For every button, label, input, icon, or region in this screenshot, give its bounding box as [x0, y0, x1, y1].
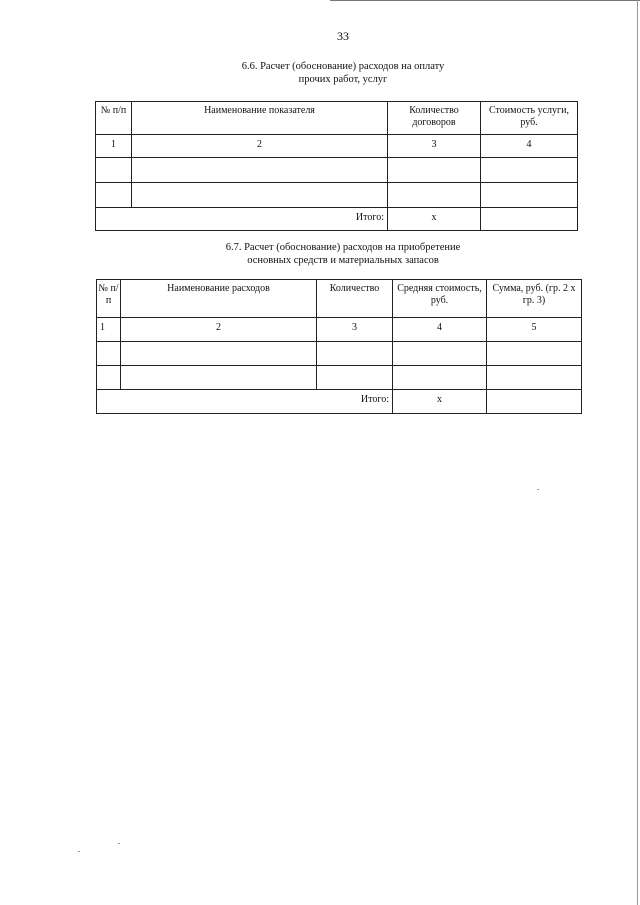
- scan-speck: [118, 843, 120, 844]
- table-6-6: [95, 101, 578, 231]
- scan-speck: [537, 489, 539, 490]
- table-row: [97, 342, 582, 366]
- empty-cell: [97, 366, 121, 390]
- col-header-average-cost: Средняя стоимость, руб.: [393, 280, 487, 318]
- table-6-6-column-number-row: [96, 135, 578, 158]
- section-6-7-title: [0, 241, 640, 267]
- empty-cell: [132, 158, 388, 183]
- col-header-quantity: Количество: [317, 280, 393, 318]
- col-header-number: № п/п: [97, 280, 121, 318]
- table-6-6-header-row: [96, 102, 578, 135]
- section-6-6-title-line1: 6.6. Расчет (обоснование) расходов на оплату: [241, 61, 445, 72]
- empty-cell: [121, 342, 317, 366]
- table-row: [96, 158, 578, 183]
- column-number: 5: [487, 318, 582, 342]
- empty-cell: [132, 183, 388, 208]
- table-row: [97, 366, 582, 390]
- col-header-number: № п/п: [96, 102, 132, 135]
- empty-cell: [121, 366, 317, 390]
- section-6-6-title-line2: прочих работ, услуг: [298, 74, 388, 85]
- column-number: 4: [393, 318, 487, 342]
- column-number: 2: [121, 318, 317, 342]
- column-number: 1: [97, 318, 121, 342]
- col-header-service-cost: Стоимость услуги, руб.: [481, 102, 578, 135]
- table-6-7-total-row: [97, 390, 582, 414]
- table-6-6-total-row: [96, 208, 578, 231]
- column-number: 3: [317, 318, 393, 342]
- empty-cell: [317, 342, 393, 366]
- empty-cell: [487, 342, 582, 366]
- section-6-7-title-line1: 6.7. Расчет (обоснование) расходов на приобретение: [225, 242, 461, 253]
- empty-cell: [481, 183, 578, 208]
- column-number: 1: [96, 135, 132, 158]
- total-label: Итого:: [96, 208, 388, 231]
- empty-cell: [393, 366, 487, 390]
- section-6-6-title: [0, 60, 640, 86]
- empty-cell: [97, 342, 121, 366]
- empty-cell: [388, 183, 481, 208]
- total-not-applicable-mark: x: [393, 390, 487, 414]
- col-header-expense-name: Наименование расходов: [121, 280, 317, 318]
- empty-cell: [393, 342, 487, 366]
- scan-right-edge: [637, 0, 638, 905]
- scan-top-edge: [330, 0, 640, 1]
- column-number: 2: [132, 135, 388, 158]
- empty-cell: [317, 366, 393, 390]
- table-6-7-column-number-row: [97, 318, 582, 342]
- empty-cell: [96, 158, 132, 183]
- col-header-contract-count: Количество договоров: [388, 102, 481, 135]
- empty-cell: [487, 366, 582, 390]
- table-row: [96, 183, 578, 208]
- empty-cell: [481, 158, 578, 183]
- column-number: 4: [481, 135, 578, 158]
- table-6-7-header-row: [97, 280, 582, 318]
- total-cost-cell: [481, 208, 578, 231]
- empty-cell: [388, 158, 481, 183]
- total-sum-cell: [487, 390, 582, 414]
- total-label: Итого:: [97, 390, 393, 414]
- table-6-7: [96, 279, 582, 414]
- empty-cell: [96, 183, 132, 208]
- col-header-indicator-name: Наименование показателя: [132, 102, 388, 135]
- page-number: 33: [337, 29, 349, 43]
- scan-speck: [78, 851, 80, 852]
- column-number: 3: [388, 135, 481, 158]
- section-6-7-title-line2: основных средств и материальных запасов: [247, 255, 439, 266]
- total-not-applicable-mark: x: [388, 208, 481, 231]
- col-header-sum: Сумма, руб. (гр. 2 х гр. 3): [487, 280, 582, 318]
